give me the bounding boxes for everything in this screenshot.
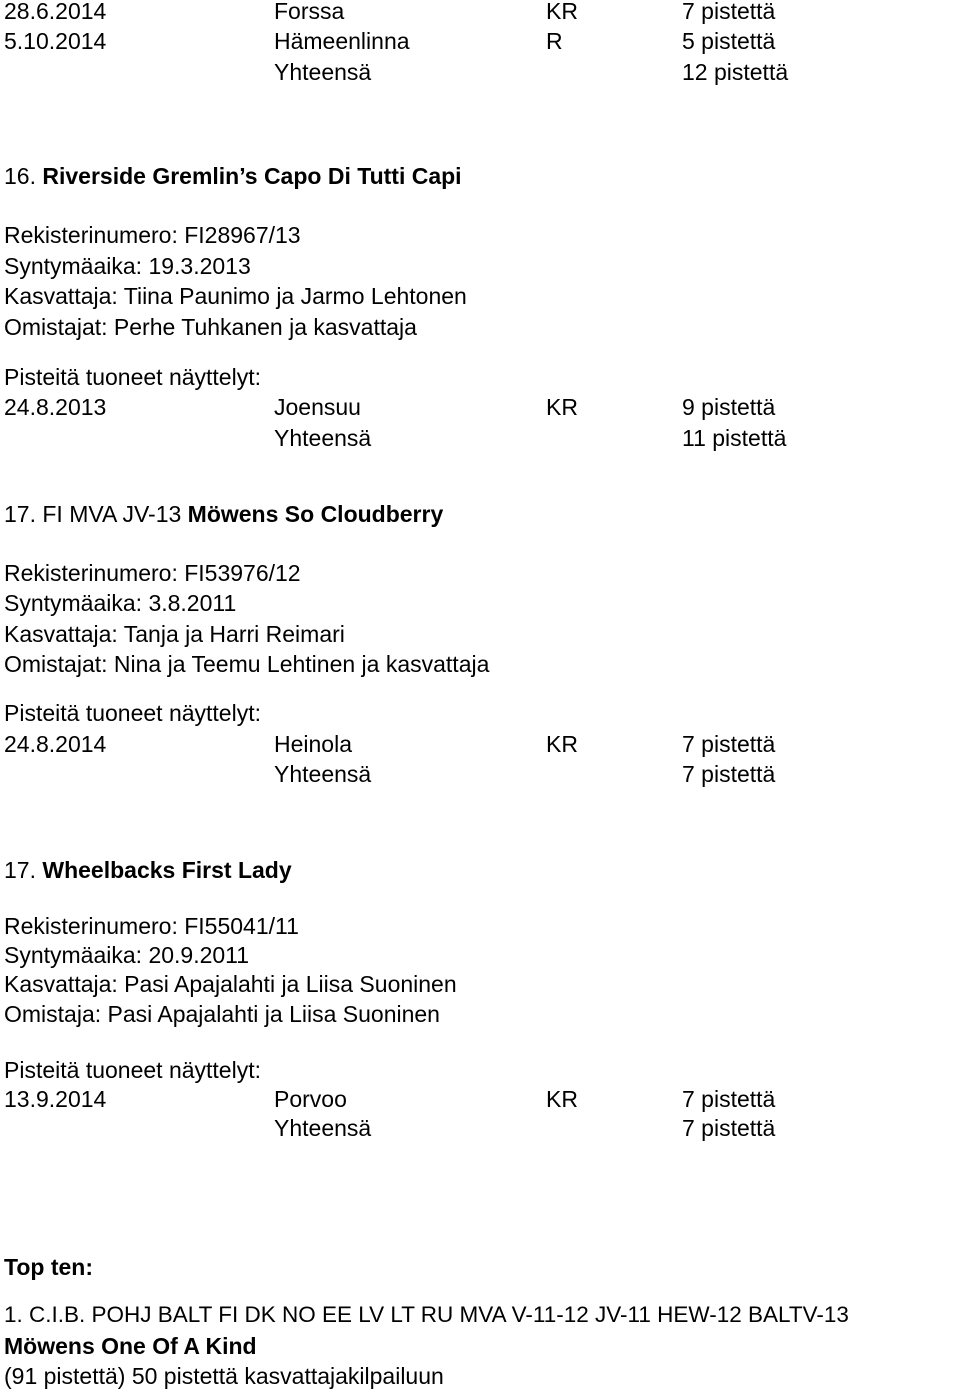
dog-heading bbox=[4, 855, 292, 885]
owners: Omistajat: Perhe Tuhkanen ja kasvattaja bbox=[4, 314, 417, 340]
total-label: Yhteensä bbox=[274, 761, 372, 787]
show-date: 28.6.2014 bbox=[4, 0, 107, 24]
dog-heading bbox=[4, 161, 462, 191]
show-result: KR bbox=[546, 0, 578, 24]
total-points: 7 pistettä bbox=[682, 1115, 776, 1141]
owners: Omistaja: Pasi Apajalahti ja Liisa Suoninen bbox=[4, 1001, 440, 1027]
show-result: KR bbox=[546, 1086, 578, 1112]
show-date: 13.9.2014 bbox=[4, 1086, 107, 1112]
show-date: 24.8.2013 bbox=[4, 394, 107, 420]
show-place: Joensuu bbox=[274, 394, 361, 420]
dog-name: Wheelbacks First Lady bbox=[42, 857, 292, 883]
result-row bbox=[0, 1084, 960, 1114]
show-place: Forssa bbox=[274, 0, 345, 24]
total-label: Yhteensä bbox=[274, 59, 372, 85]
dog-heading bbox=[4, 499, 443, 529]
show-date: 24.8.2014 bbox=[4, 731, 107, 757]
show-points: 7 pistettä bbox=[682, 0, 776, 24]
show-points: 5 pistettä bbox=[682, 28, 776, 54]
show-place: Heinola bbox=[274, 731, 352, 757]
total-points: 11 pistettä bbox=[682, 425, 787, 451]
top-ten-entry-titles: 1. C.I.B. POHJ BALT FI DK NO EE LV LT RU MVA V-11-12 JV-11 HEW-12 BALTV-13 bbox=[4, 1302, 849, 1327]
total-row bbox=[0, 1113, 960, 1143]
top-ten-entry-points: (91 pistettä) 50 pistettä kasvattajakilpailuun bbox=[4, 1363, 444, 1389]
top-ten-entry-name: Möwens One Of A Kind bbox=[4, 1333, 257, 1359]
total-points: 7 pistettä bbox=[682, 761, 776, 787]
total-row bbox=[0, 57, 960, 87]
dog-number: 16. bbox=[4, 163, 36, 189]
show-result: KR bbox=[546, 394, 578, 420]
show-place: Porvoo bbox=[274, 1086, 347, 1112]
dog-titles: FI MVA JV-13 bbox=[42, 501, 182, 527]
result-row bbox=[0, 26, 960, 56]
show-points: 7 pistettä bbox=[682, 1086, 776, 1112]
breeder: Kasvattaja: Tiina Paunimo ja Jarmo Lehtonen bbox=[4, 283, 467, 309]
birth-date: Syntymäaika: 20.9.2011 bbox=[4, 942, 250, 968]
dog-name: Möwens So Cloudberry bbox=[187, 501, 444, 527]
dog-number: 17. bbox=[4, 501, 36, 527]
show-result: KR bbox=[546, 731, 578, 757]
owners: Omistajat: Nina ja Teemu Lehtinen ja kasvattaja bbox=[4, 651, 490, 677]
birth-date: Syntymäaika: 19.3.2013 bbox=[4, 253, 251, 279]
result-row bbox=[0, 0, 960, 26]
total-points: 12 pistettä bbox=[682, 59, 789, 85]
birth-date: Syntymäaika: 3.8.2011 bbox=[4, 590, 237, 616]
shows-label: Pisteitä tuoneet näyttelyt: bbox=[4, 1057, 261, 1083]
reg-number: Rekisterinumero: FI53976/12 bbox=[4, 560, 301, 586]
show-points: 9 pistettä bbox=[682, 394, 776, 420]
reg-number: Rekisterinumero: FI55041/11 bbox=[4, 913, 299, 939]
total-label: Yhteensä bbox=[274, 425, 372, 451]
dog-name: Riverside Gremlin’s Capo Di Tutti Capi bbox=[42, 163, 462, 189]
shows-label: Pisteitä tuoneet näyttelyt: bbox=[4, 700, 261, 726]
total-row bbox=[0, 759, 960, 789]
breeder: Kasvattaja: Tanja ja Harri Reimari bbox=[4, 621, 345, 647]
reg-number: Rekisterinumero: FI28967/13 bbox=[4, 222, 301, 248]
show-date: 5.10.2014 bbox=[4, 28, 107, 54]
result-row bbox=[0, 392, 960, 422]
top-ten-heading: Top ten: bbox=[4, 1254, 93, 1280]
total-row bbox=[0, 423, 960, 453]
show-place: Hämeenlinna bbox=[274, 28, 410, 54]
total-label: Yhteensä bbox=[274, 1115, 372, 1141]
show-points: 7 pistettä bbox=[682, 731, 776, 757]
breeder: Kasvattaja: Pasi Apajalahti ja Liisa Suoninen bbox=[4, 971, 457, 997]
result-row bbox=[0, 729, 960, 759]
shows-label: Pisteitä tuoneet näyttelyt: bbox=[4, 364, 261, 390]
dog-number: 17. bbox=[4, 857, 36, 883]
show-result: R bbox=[546, 28, 563, 54]
